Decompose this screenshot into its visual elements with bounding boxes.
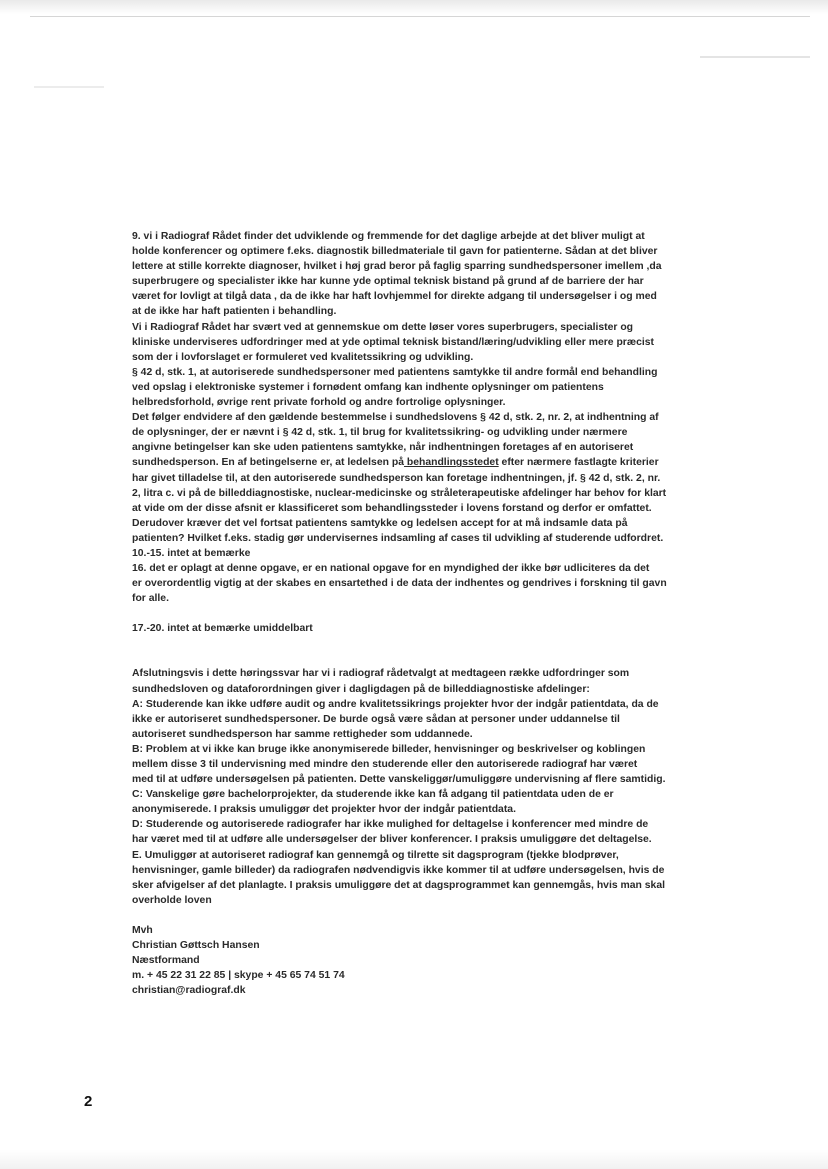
scan-bottom-edge <box>0 1150 828 1169</box>
text-line: Vi i Radiograf Rådet har svært ved at gennemskue om dette løser vores superbrugers, specialister og <box>132 321 634 333</box>
text-line: § 42 d, stk. 1, at autoriserede sundhedspersoner med patientens samtykke til andre formål end behandling <box>132 366 658 378</box>
scan-top-edge <box>0 0 828 14</box>
text-line: holde konferencer og optimere f.eks. diagnostik billedmateriale til gavn for patienterne. Sådan at det bliver <box>132 246 658 258</box>
spacer <box>132 908 690 923</box>
text-line: at vide om der disse afsnit er klassificeret som behandlingssteder i lovens forstand og derfor er omfattet. <box>132 502 652 514</box>
author-name: Christian Gøttsch Hansen <box>132 940 260 952</box>
text-line: D: Studerende og autoriserede radiografer har ikke mulighed for deltagelse i konferencer med mindre de <box>132 819 649 831</box>
text-line: henvisninger, gamle billeder) da radiografen nødvendigvis ikke kommer til at udføre undersøgelsen, hvis de <box>132 864 665 876</box>
text-line: angivne betingelser kan ske uden patientens samtykke, når indhentningen foretages af en autoriseret <box>132 442 634 454</box>
text-line: Det følger endvidere af den gældende bestemmelse i sundhedslovens § 42 d, stk. 2, nr. 2, at indhentning af <box>132 412 659 424</box>
text-line: sundhedsloven og dataforordningen giver i dagligdagen på de billeddiagnostiske afdelinger: <box>132 683 590 695</box>
text-line: A: Studerende kan ikke udføre audit og andre kvalitetssikrings projekter hvor der indgår patientdata, da de <box>132 698 659 710</box>
conclusion <box>132 666 690 908</box>
text-line: C: Vanskelige gøre bachelorprojekter, da studerende ikke kan få adgang til patientdata uden de er <box>132 789 614 801</box>
scan-smudge <box>34 86 104 88</box>
text-line: som der i lovforslaget er formuleret ved kvalitetssikring og udvikling. <box>132 351 474 363</box>
text-line: anonymiserede. I praksis umuliggør det projekter hvor der indgår patientdata. <box>132 804 516 816</box>
spacer <box>132 606 690 621</box>
section-9 <box>132 229 690 606</box>
text-line: har været med til at udføre alle undersøgelser der bliver konferencer. I praksis umuliggøre det deltagelse. <box>132 834 652 846</box>
text-line: 2, litra c. vi på de billeddiagnostiske, nuclear-medicinske og stråleterapeutiske afdelinger har behov for klart <box>132 487 667 499</box>
author-title: Næstformand <box>132 955 200 967</box>
text-line: mellem disse 3 til undervisning med mindre den studerende eller den autoriserede radiograf har været <box>132 759 638 770</box>
text-line: autoriseret sundhedsperson har samme rettigheder som uddannede. <box>132 728 473 740</box>
text-line: været for lovligt at tilgå data , da de ikke har haft lovhjemmel for direkte adgang til undersøgelser i og med <box>132 291 657 303</box>
text-line: B: Problem at vi ikke kan bruge ikke anonymiserede billeder, henvisninger og beskrivelser og koblingen <box>132 743 646 755</box>
text-line: patienten? Hvilket f.eks. stadig gør undervisernes indsamling af cases til udvikling af studerende udfordret. <box>132 532 664 544</box>
page-number: 2 <box>84 1093 93 1110</box>
text-line: 10.-15. intet at bemærke <box>132 547 251 559</box>
text-line: for alle. <box>132 593 169 605</box>
contact-phone: m. + 45 22 31 22 85 | skype + 45 65 74 51 74 <box>132 970 345 982</box>
text-line: helbredsforhold, øvrige rent private forhold og andre fortrolige oplysninger. <box>132 397 506 409</box>
contact-email: christian@radiograf.dk <box>132 985 246 997</box>
scan-line <box>30 16 810 17</box>
text-line: E. Umuliggør at autoriseret radiograf kan gennemgå og tilrette sit dagsprogram (tjekke blodprøver, <box>132 849 619 861</box>
text-line: lettere at stille korrekte diagnoser, hvilket i høj grad beror på faglig sparring sundhedspersoner imellem ,da <box>132 261 662 273</box>
text-line: 9. vi i Radiograf Rådet finder det udviklende og fremmende for det daglige arbejde at det bliver muligt at <box>132 231 645 242</box>
sign-off: Mvh <box>132 924 153 936</box>
behandlingsstedet-link[interactable]: behandlingsstedet <box>403 457 499 469</box>
text-line: at de ikke har haft patienten i behandling. <box>132 306 337 318</box>
scan-smudge <box>700 56 810 58</box>
text-line: er overordentlig vigtig at der skabes en ensartethed i de data der indhentes og gendrives i forskning til gavn <box>132 578 667 590</box>
text-line: overholde loven <box>132 894 212 906</box>
spacer <box>132 651 690 666</box>
text-line: sker afvigelser af det planlagte. I praksis umuliggøre det at dagsprogrammet kan gennemgås, hvis man skal <box>132 879 665 891</box>
section-17-20: 17.-20. intet at bemærke umiddelbart <box>132 623 313 635</box>
spacer <box>132 636 690 651</box>
text-line: kliniske underviseres udfordringer med at yde optimal teknisk bistand/læring/udvikling eller mere præcist <box>132 336 654 348</box>
text-line: de oplysninger, der er nævnt i § 42 d, stk. 1, til brug for kvalitetssikring- og udvikling under nærmere <box>132 427 628 439</box>
text-line: med til at udføre undersøgelsen på patienten. Dette vanskeliggør/umuliggøre undervisning af flere samtidig. <box>132 774 666 786</box>
text-line: 16. det er oplagt at denne opgave, er en national opgave for en myndighed der ikke bør udliciteres da det <box>132 563 650 575</box>
text-line: ved opslag i elektroniske systemer i fornødent omfang kan indhente oplysninger om patientens <box>132 381 604 393</box>
text-line: har givet tilladelse til, at den autoriserede sundhedsperson kan foretage indhentningen, jf. § 42 d, stk. 2, nr. <box>132 472 661 484</box>
text-line: ikke er autoriseret sundhedspersoner. De burde også være sådan at personer under uddannelse til <box>132 713 620 725</box>
text-segment: sundhedsperson. En af betingelserne er, at ledelsen på <box>132 457 404 469</box>
text-line: superbrugere og specialister ikke har kunne yde optimal teknisk bistand på grund af de barriere der har <box>132 276 644 288</box>
signature <box>132 923 690 998</box>
text-segment: efter nærmere fastlagte kriterier <box>498 457 659 469</box>
text-line: Afslutningsvis i dette høringssvar har vi i radiograf rådetvalgt at medtageen række udfordringer som <box>132 668 630 680</box>
text-line: Derudover kræver det vel fortsat patientens samtykke og ledelsen accept for at må indsamle data på <box>132 517 628 529</box>
document-body <box>132 229 690 998</box>
text-line <box>132 455 690 470</box>
